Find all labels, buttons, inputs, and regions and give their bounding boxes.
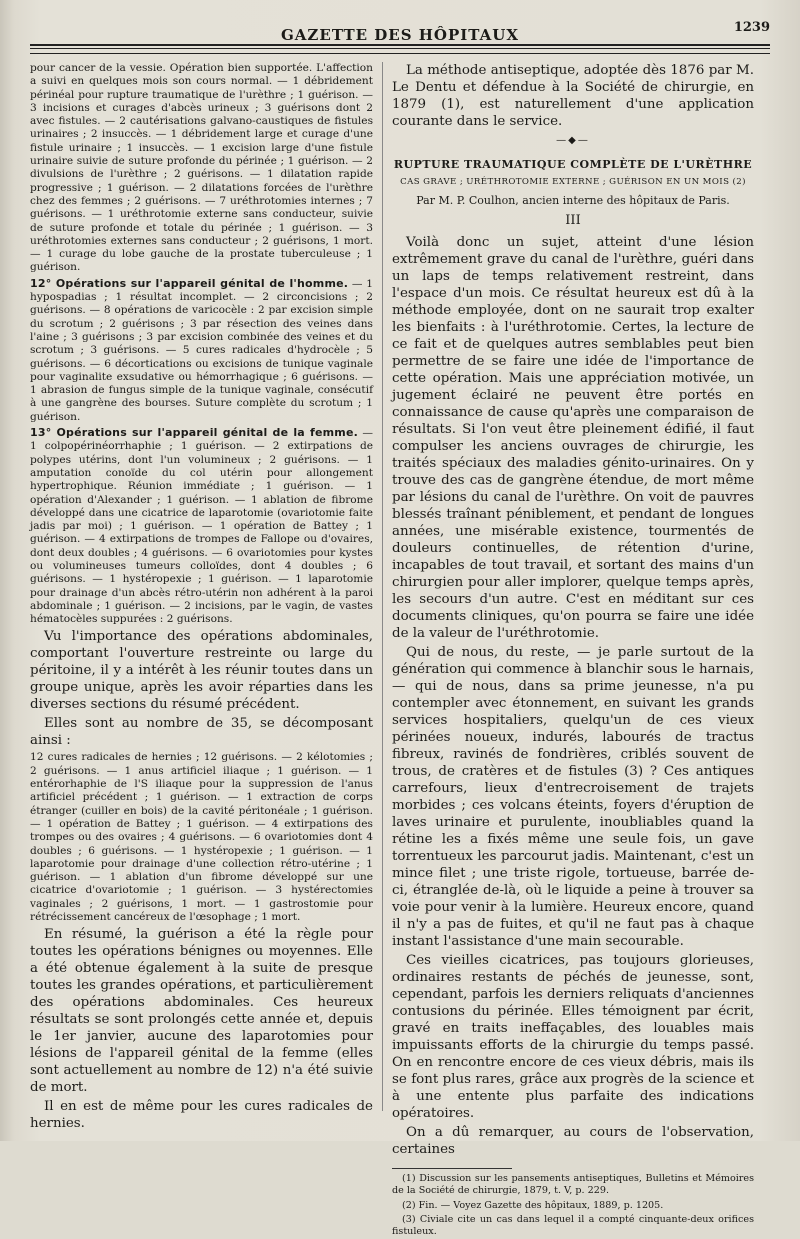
footnote-rule: [392, 1168, 512, 1169]
header-rule: [30, 53, 770, 54]
left-column: [30, 62, 373, 1132]
article-title: RUPTURE TRAUMATIQUE COMPLÈTE DE L'URÈTHRE: [393, 158, 753, 172]
paragraph: Vu l'importance des opérations abdominales, comportant l'ouverture restreinte ou large du péritoine, il y a intérêt à les réunir toutes dans un groupe unique, après les avoir réparties dans les diverses sections du résumé précédent.: [30, 629, 373, 713]
journal-title: GAZETTE DES HÔPITAUX: [280, 26, 519, 44]
paragraph: 13° Opérations sur l'appareil génital de la femme. — 1 colpopérinéorrhaphie ; 1 guérison. — 2 extirpations de polypes utérins, dont l'un volumineux ; 2 guérisons. — 1 amputation conoïde du col utérin pour allongement hypertrophique. Réunion immédiate ; 1 guérison. — 1 opération d'Alexander ; 1 guérison. — 1 ablation de fibrome développé dans une cicatrice de laparotomie (ovariotomie faite jadis par moi) ; 1 guérison. — 1 opération de Battey ; 1 guérison. — 4 extirpations de trompes de Fallope ou d'ovaires, dont deux doubles ; 4 guérisons. — 6 ovariotomies pour kystes ou volumineuses tumeurs colloïdes, dont 4 doubles ; 6 guérisons. — 1 hystéropexie ; 1 guérison. — 1 laparotomie pour drainage d'un abcès rétro-utérin non adhérent à la paroi abdominale ; 1 guérison. — 2 incisions, par le vagin, de vastes hématocèles suppurées : 2 guérisons.: [30, 426, 373, 626]
footnote: (2) Fin. — Voyez Gazette des hôpitaux, 1889, p. 1205.: [402, 1199, 664, 1211]
footnote: (1) Discussion sur les pansements antiseptiques, Bulletins et Mémoires de la Société de chirurgie, 1879, t. V, p. 229.: [392, 1173, 754, 1197]
paragraph: La méthode antiseptique, adoptée dès 1876 par M. Le Dentu et défendue à la Société de chirurgie, en 1879 (1), est naturellement d'une application courante dans le service.: [392, 63, 754, 129]
page-number: 1239: [733, 20, 770, 35]
paragraph: Voilà donc un sujet, atteint d'une lésion extrêmement grave du canal de l'urèthre, guéri dans un laps de temps relativement restreint, dans l'espace d'un mois. Ce résultat heureux est dû à la méthode employée, dont on ne saurait trop exalter les bienfaits : à l'uréthrotomie. Certes, la lecture de ce fait et de quelques autres semblables peut bien permettre de se faire une idée de l'importance de cette opération. Mais une appréciation motivée, un jugement éclairé ne peuvent être portés en connaissance de cause qu'après une comparaison de résultats. Si l'on veut être pleinement édifié, il faut compulser les anciens ouvrages de chirurgie, les traités spéciaux des maladies génito-urinaires. On y trouve des cas de gangrène étendue, de mort même par lésions du canal de l'urèthre. On voit de pauvres blessés traînant péniblement, et pendant de longues années, une misérable existence, tourmentés de douleurs continuelles, de rétention d'urine, incapables de tout travail, et sortant des mains d'un chirurgien pour aller implorer, quelque temps après, les secours d'un autre. C'est en méditant sur ces documents cliniques, qu'on pourra se faire une idée de la valeur de l'uréthrotomie.: [392, 235, 754, 642]
paragraph: On a dû remarquer, au cours de l'observation, certaines: [392, 1125, 754, 1158]
right-column: [392, 62, 754, 1238]
paragraph: 12 cures radicales de hernies ; 12 guérisons. — 2 kélotomies ; 2 guérisons. — 1 anus artificiel iliaque ; 1 guérison. — 1 entérorhaphie de l'S iliaque pour la suppression de l'anus artificiel précédent ; 1 guérison. — 1 extraction de corps étranger (cuiller en bois) de la cavité péritonéale ; 1 guérison. — 1 opération de Battey ; 1 guérison. — 4 extirpations des trompes ou des ovaires ; 4 guérisons. — 6 ovariotomies dont 4 doubles ; 6 guérisons. — 1 hystéropexie ; 1 guérison. — 1 laparotomie pour drainage d'une collection rétro-utérine ; 1 guérison. — 1 ablation d'un fibrome développé sur une cicatrice d'ovariotomie ; 1 guérison. — 3 hystérectomies vaginales ; 2 guérisons, 1 mort. — 1 gastrostomie pour rétrécissement cancéreux de l'œsophage ; 1 mort.: [30, 751, 373, 924]
paragraph: Il en est de même pour les cures radicales de hernies.: [30, 1099, 373, 1132]
header-rule: [30, 48, 770, 49]
running-header: [30, 20, 770, 64]
section-heading: 12° Opérations sur l'appareil génital de l'homme.: [30, 276, 349, 290]
paragraph: Elles sont au nombre de 35, se décomposant ainsi :: [30, 716, 373, 749]
paragraph: Qui de nous, du reste, — je parle surtout de la génération qui commence à blanchir sous le harnais, — qui de nous, dans sa prime jeunesse, n'a pu contempler avec étonnement, en suivant les grands services hospitaliers, quelqu'un de ces vieux périnées noueux, indurés, labourés de tractus fibreux, ravinés de fondrières, criblés souvent de trous, de cratères et de fistules (3) ? Ces antiques carrefours, lieux d'entrecroisement de trajets morbides ; ces volcans éteints, foyers d'éruption de laves urinaire et purulente, inoubliables quand la rétine les a fixés même une seule fois, un gave torrentueux les parcourut jadis. Maintenant, c'est un mince filet ; une triste rigole, tortueuse, barrée de-ci, étranglée de-là, où le liquide a peine à trouver sa voie pour venir à la lumière. Heureux encore, quand il n'y a pas de fuites, et qu'il ne faut pas à chaque instant l'assistance d'une main secourable.: [392, 645, 754, 950]
paragraph: pour cancer de la vessie. Opération bien supportée. L'affection a suivi en quelques mois son cours normal. — 1 débridement périnéal pour rupture traumatique de l'urèthre ; 1 guérison. — 3 incisions et curages d'abcès urineux ; 3 guérisons dont 2 avec fistules. — 2 cautérisations galvano-caustiques de fistules urinaires ; 2 insuccès. — 1 débridement large et curage d'une fistule urinaire ; 1 insuccès. — 1 excision large d'une fistule urinaire suivie de suture profonde du périnée ; 1 guérison. — 2 divulsions de l'urèthre ; 2 guérisons. — 1 dilatation rapide progressive ; 1 guérison. — 2 dilatations forcées de l'urèthre chez des femmes ; 2 guérisons. — 7 uréthrotomies internes ; 7 guérisons. — 1 uréthrotomie externe sans conducteur, suivie de suture profonde et totale du périnée ; 1 guérison. — 3 uréthrotomies externes sans conducteur ; 2 guérisons, 1 mort. — 1 curage du lobe gauche de la prostate tuberculeuse ; 1 guérison.: [30, 62, 373, 274]
paragraph: Ces vieilles cicatrices, pas toujours glorieuses, ordinaires restants de péchés de jeunesse, sont, cependant, parfois les derniers reliquats d'anciennes contusions du périnée. Elles témoignent par écrit, gravé en traits ineffaçables, des louables mais impuissants efforts de la chirurgie du temps passé. On en rencontre encore de ces vieux débris, mais ils se font plus rares, grâce aux progrès de la science et à une entente plus parfaite des indications opératoires.: [392, 953, 754, 1122]
header-rule: [30, 44, 770, 46]
footnote: (3) Civiale cite un cas dans lequel il a compté cinquante-deux orifices fistuleux.: [392, 1213, 754, 1238]
section-number: III: [565, 212, 581, 228]
section-divider: —◆—: [556, 135, 590, 146]
section-heading: 13° Opérations sur l'appareil génital de la femme.: [30, 426, 358, 440]
article-subtitle: CAS GRAVE ; URÉTHROTOMIE EXTERNE ; GUÉRISON EN UN MOIS (2): [400, 177, 746, 188]
article-byline: Par M. P. Coulhon, ancien interne des hôpitaux de Paris.: [416, 193, 730, 207]
paragraph: En résumé, la guérison a été la règle pour toutes les opérations bénignes ou moyennes. Elle a été obtenue également à la suite de presque toutes les grandes opérations, et particulièrement des opérations abdominales. Ces heureux résultats se sont prolongés cette année et, depuis le 1er janvier, aucune des laparotomies pour lésions de l'appareil génital de la femme (elles sont actuellement au nombre de 12) n'a été suivie de mort.: [30, 927, 373, 1096]
column-divider: [382, 62, 383, 1111]
paragraph: 12° Opérations sur l'appareil génital de l'homme. — 1 hypospadias ; 1 résultat incomplet. — 2 circoncisions ; 2 guérisons. — 8 opérations de varicocèle : 2 par excision simple du scrotum ; 2 guérisons ; 3 par résection des veines dans l'aine ; 3 guérisons ; 3 par excision combinée des veines et du scrotum ; 3 guérisons. — 5 cures radicales d'hydrocèle ; 5 guérisons. — 6 décortications ou excisions de tunique vaginale pour vaginalite exsudative ou hémorrhagique ; 6 guérisons. — 1 abrasion de fungus simple de la tunique vaginale, consécutif à une gangrène des bourses. Suture complète du scrotum ; 1 guérison.: [30, 276, 373, 423]
